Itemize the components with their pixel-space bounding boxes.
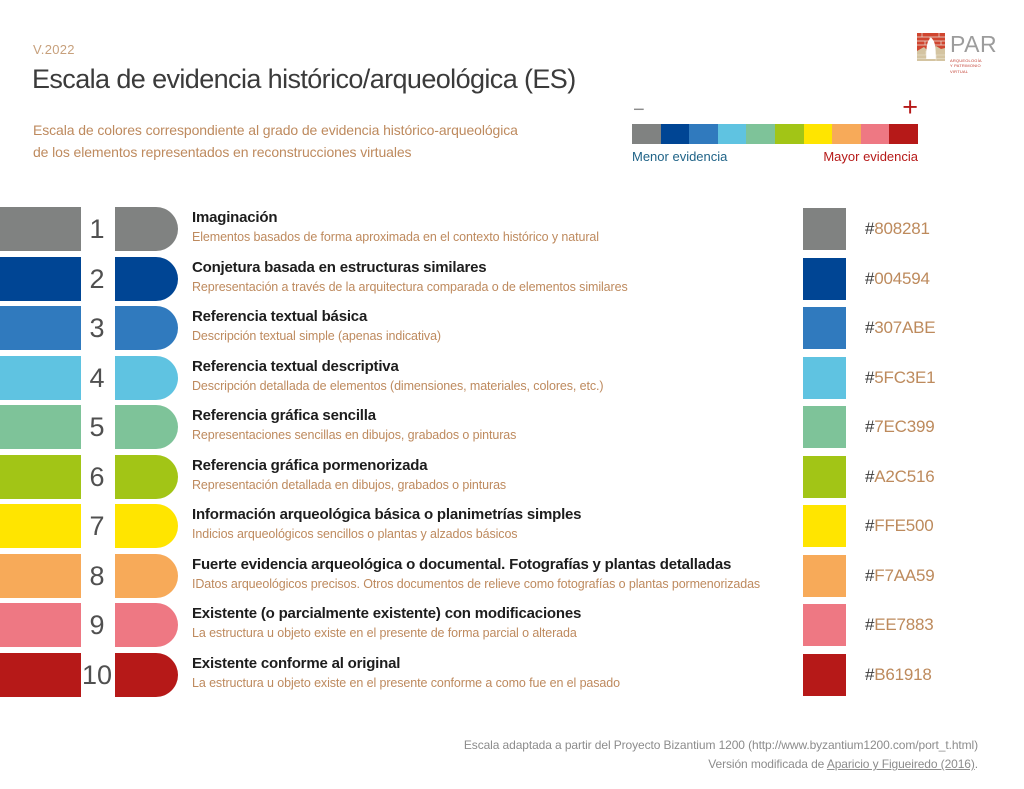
- row-description: Indicios arqueológicos sencillos o plantas y alzados básicos: [192, 527, 518, 541]
- row-hex-digits: 808281: [874, 219, 930, 238]
- row-text: [192, 257, 792, 296]
- row-description: Representación detallada en dibujos, grabados o pinturas: [192, 478, 507, 492]
- row-left-bar: [0, 653, 81, 697]
- evidence-row: [0, 207, 1024, 251]
- row-hex-code: [865, 554, 935, 598]
- row-color-swatch: [803, 654, 846, 696]
- footer-line-1: Escala adaptada a partir del Proyecto Bizantium 1200 (http://www.byzantium1200.com/port_t.html): [463, 738, 978, 752]
- row-number: 2: [89, 264, 105, 294]
- row-text: [192, 306, 792, 345]
- row-hex-hash: #: [865, 665, 875, 684]
- logo-subtitle-line-2: Y PATRIMONIO: [950, 63, 981, 69]
- min-evidence-label: Menor evidencia: [632, 149, 728, 164]
- row-left-bar: [0, 207, 81, 251]
- row-title: Conjetura basada en estructuras similares: [192, 259, 487, 276]
- row-pill: [115, 207, 178, 251]
- row-hex-code: [865, 207, 930, 251]
- page-title: Escala de evidencia histórico/arqueológica (ES): [32, 64, 576, 94]
- row-number: 4: [89, 363, 105, 393]
- row-hex-digits: FFE500: [874, 516, 934, 535]
- evidence-row: [0, 257, 1024, 301]
- row-number: 7: [89, 511, 105, 541]
- row-left-bar: [0, 554, 81, 598]
- row-hex-digits: EE7883: [874, 615, 934, 634]
- row-title: Referencia textual descriptiva: [192, 358, 399, 375]
- evidence-row: [0, 504, 1024, 548]
- row-hex-hash: #: [865, 516, 875, 535]
- row-description: Descripción textual simple (apenas indicativa): [192, 329, 441, 343]
- row-color-swatch: [803, 604, 846, 646]
- evidence-row: [0, 455, 1024, 499]
- row-pill: [115, 356, 178, 400]
- evidence-row: [0, 405, 1024, 449]
- row-left-bar: [0, 603, 81, 647]
- row-hex-digits: F7AA59: [874, 566, 935, 585]
- row-pill: [115, 257, 178, 301]
- row-color-swatch: [803, 406, 846, 448]
- row-text: [192, 504, 792, 543]
- row-text: [192, 603, 792, 642]
- row-title: Existente (o parcialmente existente) con modificaciones: [192, 605, 582, 622]
- row-hex-code: [865, 504, 934, 548]
- row-title: Referencia textual básica: [192, 308, 368, 325]
- row-title: Información arqueológica básica o planimetrías simples: [192, 506, 582, 523]
- row-left-bar: [0, 257, 81, 301]
- row-color-swatch: [803, 258, 846, 300]
- row-pill: [115, 554, 178, 598]
- row-hex-code: [865, 603, 934, 647]
- row-number: 10: [81, 660, 113, 690]
- evidence-row: [0, 603, 1024, 647]
- row-text: [192, 405, 792, 444]
- logo-wordmark: PAR: [950, 31, 998, 57]
- row-hex-digits: B61918: [874, 665, 932, 684]
- row-number: 8: [89, 561, 105, 591]
- row-hex-digits: 307ABE: [874, 318, 936, 337]
- row-hex-digits: 5FC3E1: [874, 368, 936, 387]
- row-title: Existente conforme al original: [192, 655, 401, 672]
- row-title: Referencia gráfica sencilla: [192, 407, 376, 424]
- row-left-bar: [0, 455, 81, 499]
- evidence-row: [0, 554, 1024, 598]
- footer-credits: [464, 736, 978, 774]
- evidence-row: [0, 356, 1024, 400]
- max-evidence-label: Mayor evidencia: [823, 149, 918, 164]
- row-title: Fuerte evidencia arqueológica o documental. Fotografías y plantas detalladas: [192, 556, 732, 573]
- row-description: La estructura u objeto existe en el presente conforme a como fue en el pasado: [192, 676, 620, 690]
- row-title: Referencia gráfica pormenorizada: [192, 457, 428, 474]
- row-hex-hash: #: [865, 368, 875, 387]
- row-left-bar: [0, 504, 81, 548]
- row-hex-code: [865, 306, 935, 350]
- row-left-bar: [0, 405, 81, 449]
- row-pill: [115, 455, 178, 499]
- row-number: 5: [89, 412, 105, 442]
- row-left-bar: [0, 356, 81, 400]
- row-text: [192, 356, 792, 395]
- footer-reference-link[interactable]: Aparicio y Figueiredo (2016): [826, 757, 975, 772]
- row-pill: [115, 603, 178, 647]
- row-pill: [115, 405, 178, 449]
- row-description: La estructura u objeto existe en el presente de forma parcial o alterada: [192, 626, 577, 640]
- row-title: Imaginación: [192, 209, 278, 226]
- row-number: 9: [89, 610, 105, 640]
- row-hex-code: [865, 356, 935, 400]
- row-description: Representaciones sencillas en dibujos, grabados o pinturas: [192, 428, 517, 442]
- row-description: IDatos arqueológicos precisos. Otros documentos de relieve como fotografías o plantas pormenorizadas: [192, 577, 761, 591]
- minus-sign: −: [633, 99, 645, 121]
- logo-subtitle-line-3: VIRTUAL: [950, 68, 969, 74]
- row-hex-digits: A2C516: [874, 467, 935, 486]
- footer-line-2: [464, 755, 978, 774]
- row-hex-digits: 004594: [874, 269, 930, 288]
- row-hex-hash: #: [865, 467, 875, 486]
- row-text: [192, 207, 792, 246]
- row-hex-code: [865, 405, 935, 449]
- row-hex-hash: #: [865, 566, 875, 585]
- row-text: [192, 455, 792, 494]
- row-text: [192, 554, 792, 593]
- row-color-swatch: [803, 456, 846, 498]
- row-description: Descripción detallada de elementos (dimensiones, materiales, colores, etc.): [192, 379, 604, 393]
- row-hex-hash: #: [865, 318, 875, 337]
- logo-subtitle-line-1: ARQUEOLOGÍA: [950, 58, 982, 63]
- evidence-row: [0, 653, 1024, 697]
- row-text: [192, 653, 792, 692]
- plus-sign: +: [902, 92, 918, 122]
- row-hex-code: [865, 455, 935, 499]
- evidence-row: [0, 306, 1024, 350]
- footer-line-2-suffix: .: [974, 757, 978, 772]
- row-color-swatch: [803, 208, 846, 250]
- row-color-swatch: [803, 505, 846, 547]
- row-hex-digits: 7EC399: [874, 417, 935, 436]
- row-pill: [115, 653, 178, 697]
- footer-line-2-prefix: Versión modificada de: [708, 757, 827, 772]
- row-description: Elementos basados de forma aproximada en el contexto histórico y natural: [192, 230, 599, 244]
- row-hex-code: [865, 653, 932, 697]
- version-label: V.2022: [33, 42, 75, 57]
- row-description: Representación a través de la arquitectura comparada o de elementos similares: [192, 280, 628, 294]
- row-number: 1: [89, 214, 105, 244]
- row-hex-code: [865, 257, 930, 301]
- row-color-swatch: [803, 307, 846, 349]
- subtitle-line-2: de los elementos representados en reconstrucciones virtuales: [33, 143, 412, 160]
- row-hex-hash: #: [865, 219, 875, 238]
- row-hex-hash: #: [865, 269, 875, 288]
- row-color-swatch: [803, 555, 846, 597]
- subtitle-line-1: Escala de colores correspondiente al grado de evidencia histórico-arqueológica: [33, 122, 518, 138]
- row-pill: [115, 306, 178, 350]
- row-number: 3: [89, 313, 105, 343]
- row-number: 6: [89, 462, 105, 492]
- row-hex-hash: #: [865, 417, 875, 436]
- row-hex-hash: #: [865, 615, 875, 634]
- row-left-bar: [0, 306, 81, 350]
- row-color-swatch: [803, 357, 846, 399]
- row-pill: [115, 504, 178, 548]
